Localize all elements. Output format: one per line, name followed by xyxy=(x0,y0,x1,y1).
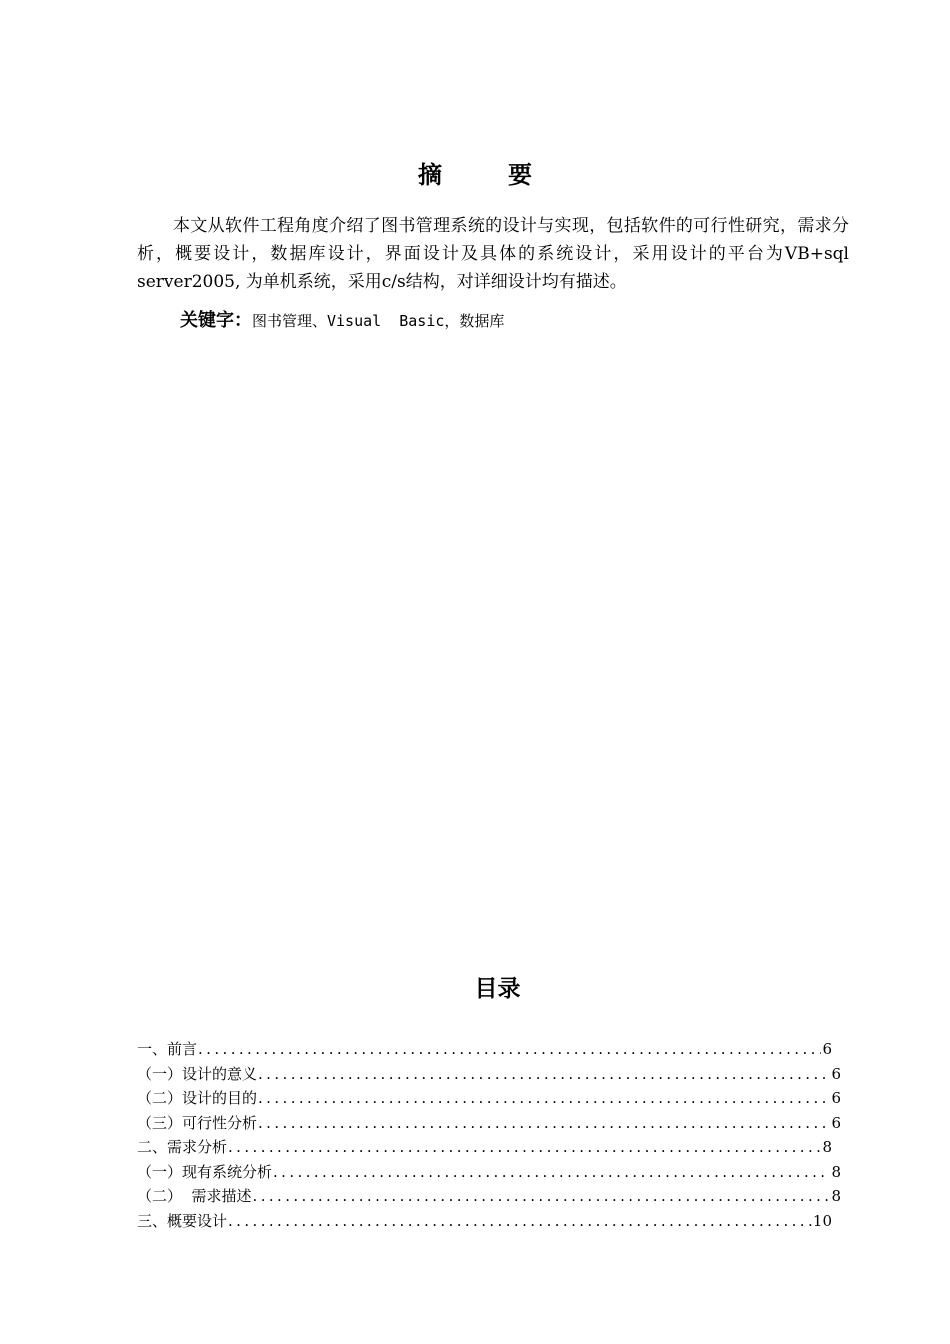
toc-leader-dots xyxy=(253,1184,831,1209)
toc-entry-design-significance[interactable] xyxy=(137,1062,841,1087)
toc-entry-text: （二）设计的目的 xyxy=(137,1089,258,1107)
toc-entry-page: 6 xyxy=(822,1040,832,1058)
toc-entry-text: 一、前言 xyxy=(137,1040,198,1058)
toc-leader-dots xyxy=(258,1086,830,1111)
keywords-label: 关键字： xyxy=(180,310,252,331)
toc-entry-page: 6 xyxy=(831,1064,841,1083)
toc-entry-page: 6 xyxy=(831,1089,841,1107)
toc-entry-feasibility[interactable] xyxy=(137,1111,841,1136)
toc-entry-text: （二） 需求描述 xyxy=(137,1187,252,1205)
toc-entry-existing-system[interactable] xyxy=(137,1160,841,1185)
toc-leader-dots xyxy=(258,1062,830,1087)
toc-entry-text: （一）现有系统分析 xyxy=(137,1162,273,1181)
abstract-body: 本文从软件工程角度介绍了图书管理系统的设计与实现，包括软件的可行性研究，需求分析，概要设计，数据库设计，界面设计及具体的系统设计，采用设计的平台为VB+sql server2005, 为单机系统，采用c/s结构，对详细设计均有描述。 xyxy=(137,216,849,292)
toc-entry-preface[interactable] xyxy=(137,1037,832,1062)
abstract-title xyxy=(0,155,950,190)
toc-entry-text: 二、需求分析 xyxy=(137,1138,228,1156)
toc-entry-text: 三、概要设计 xyxy=(137,1211,228,1230)
toc-leader-dots xyxy=(198,1037,821,1062)
abstract-title-char-2: 要 xyxy=(508,161,532,189)
keywords-value: 图书管理、Visual Basic，数据库 xyxy=(252,312,505,330)
toc-leader-dots xyxy=(258,1111,830,1136)
toc-entry-text: （三）可行性分析 xyxy=(137,1113,258,1132)
toc-entry-text: （一）设计的意义 xyxy=(137,1064,258,1083)
abstract-title-char-1: 摘 xyxy=(418,161,442,189)
toc-leader-dots xyxy=(273,1160,830,1185)
toc-entry-requirement-description[interactable] xyxy=(137,1184,841,1209)
toc-leader-dots xyxy=(228,1209,812,1234)
toc-entry-page: 8 xyxy=(831,1187,841,1205)
toc-entry-page: 8 xyxy=(822,1138,832,1156)
toc-entry-page: 10 xyxy=(812,1211,832,1230)
keywords-line xyxy=(180,307,830,335)
toc-entry-page: 8 xyxy=(831,1162,841,1181)
table-of-contents xyxy=(137,1037,841,1233)
toc-leader-dots xyxy=(228,1135,821,1160)
toc-entry-requirements[interactable] xyxy=(137,1135,832,1160)
toc-title: 目录 xyxy=(474,976,521,1002)
toc-entry-design-purpose[interactable] xyxy=(137,1086,841,1111)
toc-entry-page: 6 xyxy=(831,1113,841,1132)
toc-entry-overview-design[interactable] xyxy=(137,1209,832,1234)
